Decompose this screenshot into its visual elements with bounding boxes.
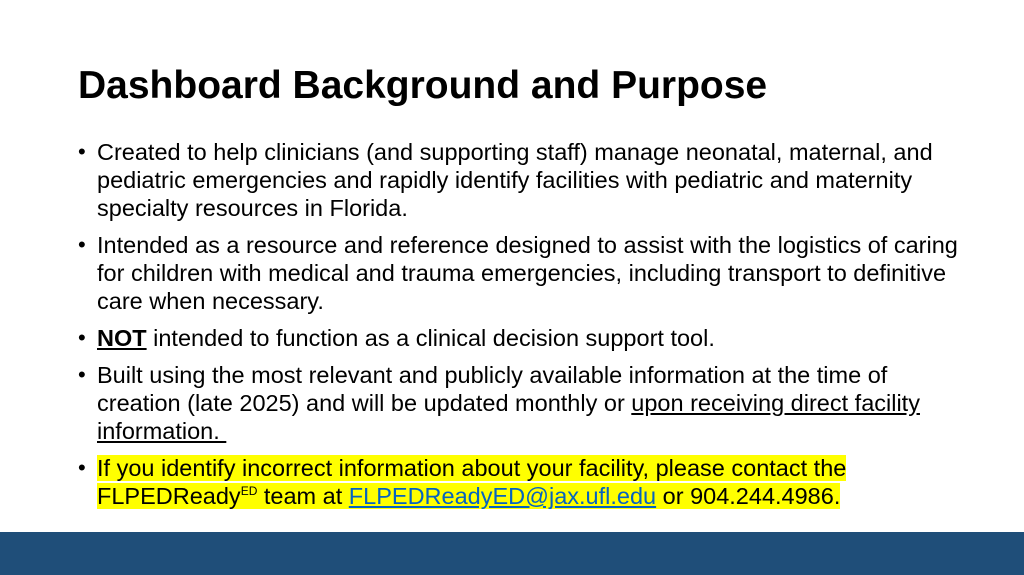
bullet-not-cds-text: intended to function as a clinical decision support tool.: [146, 325, 715, 351]
footer-bar: [0, 532, 1024, 575]
contact-text-1: If you identify incorrect information about your facility, please contact the FLPEDReady: [97, 455, 847, 509]
bullet-list: [78, 138, 958, 519]
bullet-resource: [78, 231, 958, 315]
contact-text-3: or 904.244.4986.: [656, 483, 841, 509]
bullet-purpose-text: Created to help clinicians (and supporting staff) manage neonatal, maternal, and pediatric emergencies and rapidly identify facilities with pediatric and maternity specialty resources in Florida.: [97, 139, 933, 221]
bullet-built-using: [78, 361, 958, 445]
bullet-built-using-text: Built using the most relevant and publicly available information at the time of creation (late 2025) and will be updated monthly or: [97, 362, 888, 416]
bullet-built-using-underlined: upon receiving direct facility information.: [97, 390, 920, 444]
bullet-not-cds: [78, 324, 958, 352]
contact-email-link[interactable]: FLPEDReadyED@jax.ufl.edu: [348, 483, 657, 509]
slide-title: Dashboard Background and Purpose: [78, 64, 768, 107]
bullet-resource-text: Intended as a resource and reference designed to assist with the logistics of caring for children with medical and trauma emergencies, including transport to definitive care when necessary.: [97, 232, 958, 314]
contact-text-2: team at: [257, 483, 349, 509]
contact-highlight: [97, 455, 846, 509]
bullet-contact: [78, 454, 958, 510]
not-emphasis: NOT: [97, 325, 147, 351]
bullet-purpose: [78, 138, 958, 222]
ed-superscript: ED: [240, 484, 258, 498]
